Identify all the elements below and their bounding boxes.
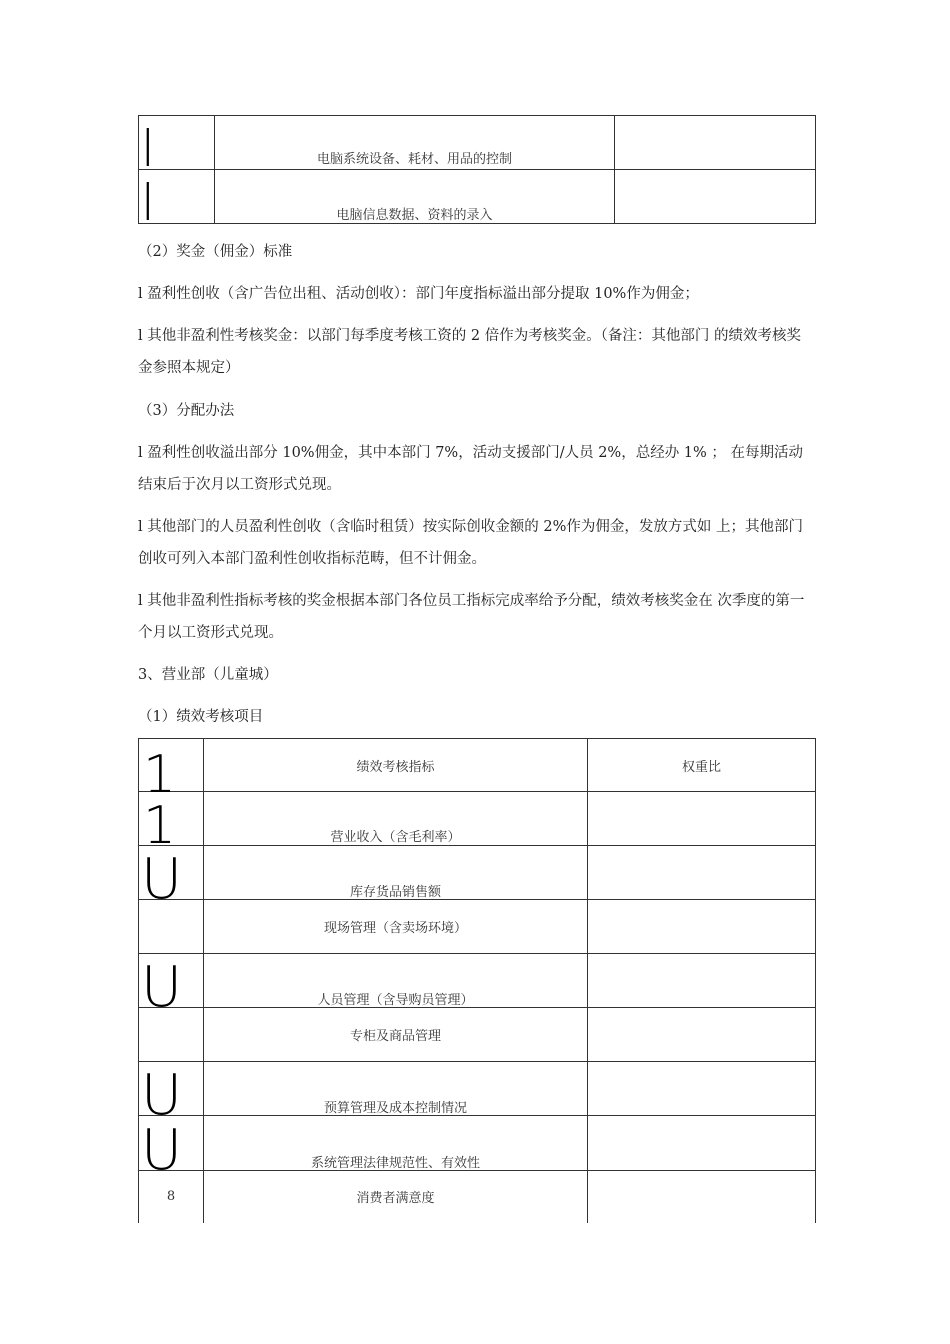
item-text: 专柜及商品管理 xyxy=(204,1008,588,1062)
table-row xyxy=(139,116,816,170)
section-heading-business-dept: 3、营业部（儿童城） xyxy=(138,667,278,683)
row-glyph-cell xyxy=(139,1116,204,1171)
table-header-row xyxy=(139,739,816,792)
weight-cell xyxy=(588,792,816,846)
table-row xyxy=(139,1171,816,1223)
table-2 xyxy=(138,738,816,1223)
paragraph: l 其他非盈利性考核奖金：以部门每季度考核工资的 2 倍作为考核奖金。（备注：其他部门 的绩效考核奖金参照本规定） xyxy=(138,328,802,376)
weight-cell xyxy=(588,954,816,1008)
paragraph: l 盈利性创收溢出部分 10%佣金，其中本部门 7%，活动支援部门/人员 2%，总经办 1% ； 在每期活动结束后于次月以工资形式兑现。 xyxy=(138,445,804,493)
row-glyph: U xyxy=(141,1068,186,1116)
item-text: 人员管理（含导购员管理） xyxy=(317,993,474,1008)
row-glyph-cell xyxy=(139,1008,204,1062)
item-text: 预算管理及成本控制情况 xyxy=(323,1101,467,1116)
item-text: 营业收入（含毛利率） xyxy=(330,830,461,845)
row-glyph-cell xyxy=(139,116,215,170)
table-row xyxy=(139,1008,816,1062)
item-cell xyxy=(215,170,615,224)
row-number: 8 xyxy=(139,1171,204,1223)
weight-cell xyxy=(588,1116,816,1171)
weight-cell xyxy=(588,1171,816,1223)
paragraph: l 其他部门的人员盈利性创收（含临时租赁）按实际创收金额的 2%作为佣金，发放方式如 上；其他部门创收可列入本部门盈利性创收指标范畴，但不计佣金。 xyxy=(138,519,803,567)
section-heading-bonus: （2）奖金（佣金）标准 xyxy=(138,244,293,260)
item-cell xyxy=(204,792,588,846)
item-text: 库存货品销售额 xyxy=(349,885,441,900)
paragraph: l 盈利性创收（含广告位出租、活动创收）：部门年度指标溢出部分提取 10%作为佣金； xyxy=(138,286,699,302)
row-glyph-cell xyxy=(139,900,204,954)
table-row xyxy=(139,1062,816,1116)
header-glyph-cell xyxy=(139,739,204,792)
table-row xyxy=(139,846,816,900)
item-cell xyxy=(215,116,615,170)
weight-cell xyxy=(615,170,816,224)
section-heading-distribution: （3）分配办法 xyxy=(138,403,235,419)
table-row xyxy=(139,1116,816,1171)
row-glyph-cell xyxy=(139,792,204,846)
row-glyph-cell xyxy=(139,954,204,1008)
item-cell xyxy=(204,954,588,1008)
table-1 xyxy=(138,115,816,224)
row-glyph-cell xyxy=(139,1062,204,1116)
weight-cell xyxy=(588,1062,816,1116)
row-glyph-cell xyxy=(139,846,204,900)
weight-cell xyxy=(588,900,816,954)
row-glyph: l xyxy=(141,124,159,170)
section-heading-kpi-items: （1）绩效考核项目 xyxy=(138,709,264,725)
header-indicator: 绩效考核指标 xyxy=(204,739,588,792)
weight-cell xyxy=(588,1008,816,1062)
weight-cell xyxy=(588,846,816,900)
table-row xyxy=(139,900,816,954)
row-glyph-cell xyxy=(139,170,215,224)
item-cell xyxy=(204,1062,588,1116)
item-text: 电脑系统设备、耗材、用品的控制 xyxy=(316,152,512,167)
item-text: 电脑信息数据、资料的录入 xyxy=(336,208,493,223)
row-glyph: U xyxy=(141,852,186,900)
table-row xyxy=(139,170,816,224)
row-glyph: U xyxy=(141,1123,186,1171)
row-glyph: 1 xyxy=(143,749,181,792)
item-text: 系统管理法律规范性、有效性 xyxy=(310,1156,480,1171)
row-glyph: l xyxy=(141,178,159,224)
header-weight: 权重比 xyxy=(588,739,816,792)
item-cell xyxy=(204,1116,588,1171)
row-glyph: 1 xyxy=(143,800,181,846)
weight-cell xyxy=(615,116,816,170)
item-cell xyxy=(204,846,588,900)
table-row xyxy=(139,954,816,1008)
item-text: 消费者满意度 xyxy=(204,1171,588,1223)
row-glyph: U xyxy=(141,960,186,1008)
item-text: 现场管理（含卖场环境） xyxy=(204,900,588,954)
paragraph: l 其他非盈利性指标考核的奖金根据本部门各位员工指标完成率给予分配，绩效考核奖金在 次季度的第一个月以工资形式兑现。 xyxy=(138,593,805,641)
table-row xyxy=(139,792,816,846)
